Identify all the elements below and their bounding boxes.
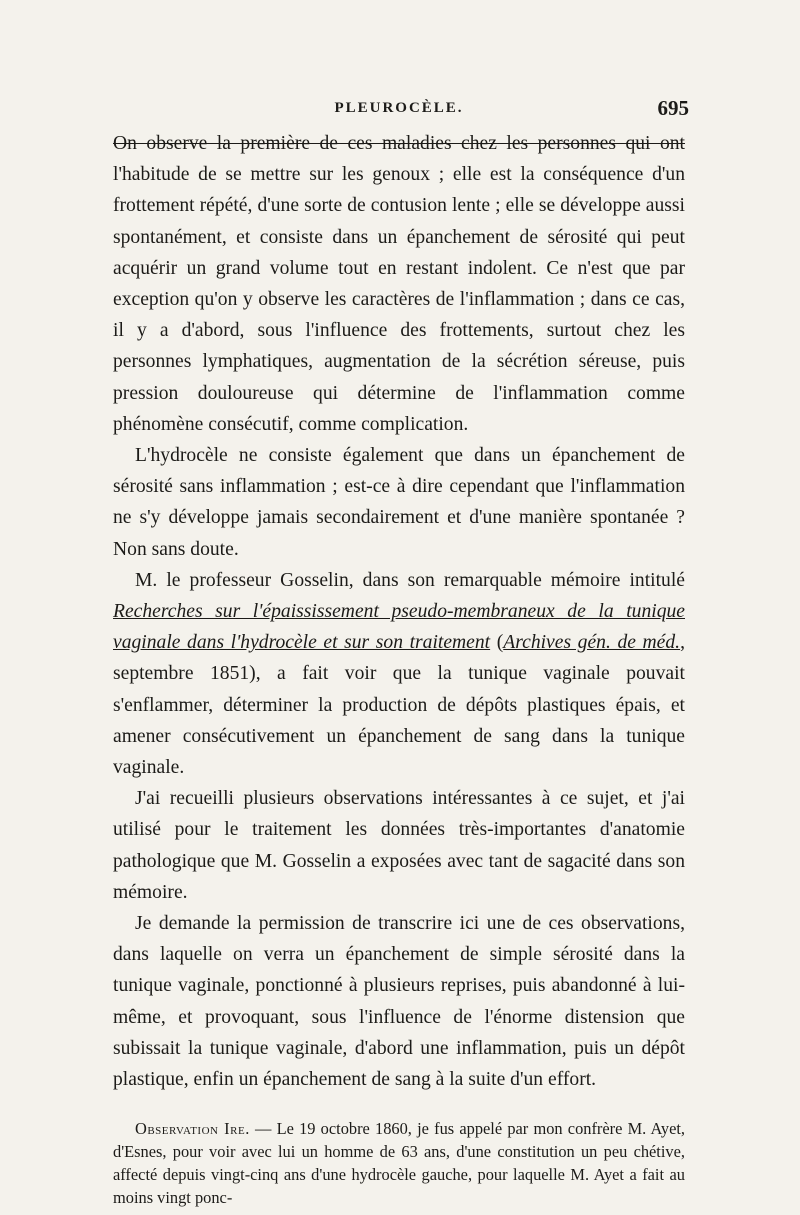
- page-number: 695: [657, 96, 689, 120]
- paragraph-2: L'hydrocèle ne consiste également que dans un épanchement de sérosité sans inflammation ; est-ce à dire cependant que l'inflammation ne s'y développe jamais secondairement et d'une manière spontanée ? Non sans doute.: [113, 445, 685, 560]
- observation-paragraph: [113, 1117, 685, 1209]
- cited-source: Archives gén. de méd.: [503, 632, 681, 654]
- paragraph-3-after: , septembre 1851), a fait voir que la tunique vaginale pouvait s'enflammer, déterminer la production de dépôts plastiques épais, et amener consécutivement un épanchement de sang dans la tunique vaginale.: [113, 632, 685, 779]
- observation-text: — Le 19 octobre 1860, je fus appelé par mon confrère M. Ayet, d'Esnes, pour voir avec lui un homme de 63 ans, d'une constitution un peu chétive, affecté depuis vingt-cinq ans d'une hydrocèle gauche, pour laquelle M. Ayet a fait au moins vingt ponc-: [113, 1119, 685, 1208]
- observation-block: [113, 1117, 685, 1209]
- paragraph-1: On observe la première de ces maladies chez les personnes qui ont l'habitude de se mettre sur les genoux ; elle est la conséquence d'un frottement répété, d'une sorte de contusion lente ; elle se développe aussi spontanément, et consiste dans un épanchement de sérosité qui peut acquérir un grand volume tout en restant indolent. Ce n'est que par exception qu'on y observe les caractères de l'inflammation ; dans ce cas, il y a d'abord, sous l'influence des frottements, surtout chez les personnes lymphatiques, augmentation de la sécrétion séreuse, puis pression douloureuse qui détermine de l'inflammation comme phénomène consécutif, comme complication.: [113, 133, 685, 435]
- paragraph-3-before: M. le professeur Gosselin, dans son remarquable mémoire intitulé: [135, 569, 685, 591]
- cited-title: Recherches sur l'épaississement pseudo-membraneux de la tunique vaginale dans l'hydrocèle et sur son traitement: [113, 601, 685, 654]
- running-head: [113, 96, 689, 124]
- running-title: PLEUROCÈLE.: [334, 100, 464, 116]
- paragraph-4: J'ai recueilli plusieurs observations intéressantes à ce sujet, et j'ai utilisé pour le traitement les données très-importantes d'anatomie pathologique que M. Gosselin a exposées avec tant de sagacité dans son mémoire.: [113, 788, 685, 903]
- paragraph-3-middle: (: [490, 632, 504, 654]
- body-text: [113, 128, 685, 1095]
- observation-label: Observation Ire.: [135, 1119, 250, 1139]
- paragraph-5: Je demande la permission de transcrire ici une de ces observations, dans laquelle on verra un épanchement de simple sérosité dans la tunique vaginale, ponctionné à plusieurs reprises, puis abandonné à lui-même, et provoquant, sous l'influence de l'énorme distension que subissait la tunique vaginale, d'abord une inflammation, puis un dépôt plastique, enfin un épanchement de sang à la suite d'un effort.: [113, 913, 685, 1091]
- paragraph-3: [113, 565, 685, 783]
